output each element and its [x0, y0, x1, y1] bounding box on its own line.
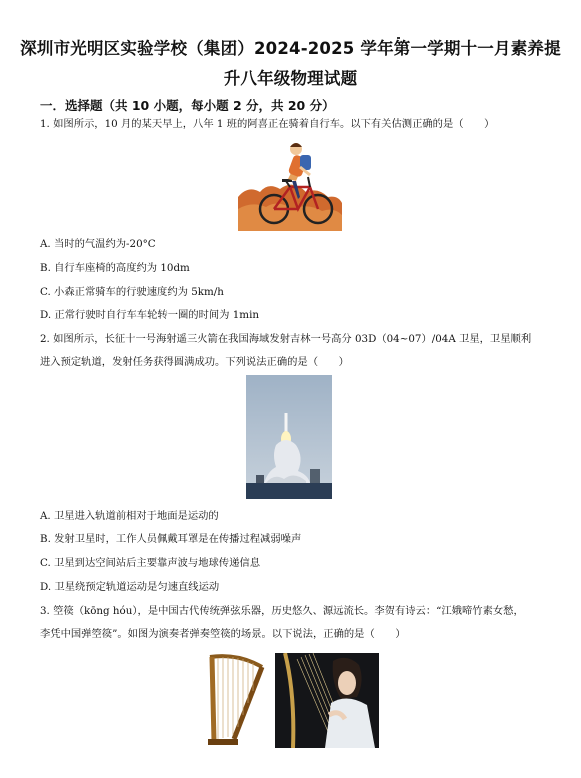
question-3-stem-line-1: 3. 箜篌（kōng hóu），是中国古代传统弹弦乐器，历史悠久、源远流长。李贺有诗云：“江娥啼竹素女愁，: [40, 605, 524, 617]
question-1-option-c: C. 小森正常骑车的行驶速度约为 5km/h: [40, 286, 224, 298]
rocket-launch-photo: [246, 375, 332, 499]
cyclist-illustration: [238, 137, 342, 231]
question-2-option-d: D. 卫星绕预定轨道运动是匀速直线运动: [40, 581, 220, 593]
harp-player-photo: [275, 653, 379, 748]
question-2-stem-line-1: 2. 如图所示，长征十一号海射遥三火箭在我国海域发射吉林一号高分 03D（04~07）/04A 卫星，卫星顺利: [40, 333, 532, 345]
question-2-option-b: B. 发射卫星时，工作人员佩戴耳罩是在传播过程减弱噪声: [40, 533, 302, 545]
question-3-stem-line-2: 李凭中国弹箜篌”。如图为演奏者弹奏箜篌的场景。以下说法，正确的是（ ）: [40, 628, 406, 640]
question-1-option-d: D. 正常行驶时自行车车轮转一圈的时间为 1min: [40, 309, 259, 321]
section-heading: 一．选择题（共 10 小题，每小题 2 分，共 20 分）: [40, 98, 335, 113]
question-1-stem: 1. 如图所示，10 月的某天早上，八年 1 班的阿喜正在骑着自行车。以下有关估测正确的是（ ）: [40, 118, 495, 130]
question-1-option-a: A. 当时的气温约为-20°C: [40, 238, 156, 250]
question-2-stem-line-2: 进入预定轨道，发射任务获得圆满成功。下列说法正确的是（ ）: [40, 356, 349, 368]
document-title-line-2: 升八年级物理试题: [223, 69, 358, 88]
harp-photo: [204, 653, 268, 748]
question-2-option-a: A. 卫星进入轨道前相对于地面是运动的: [40, 510, 219, 522]
stray-mark: [397, 37, 400, 39]
question-2-option-c: C. 卫星到达空间站后主要靠声波与地球传递信息: [40, 557, 260, 569]
question-1-option-b: B. 自行车座椅的高度约为 10dm: [40, 262, 190, 274]
document-title-line-1: 深圳市光明区实验学校（集团）2024-2025 学年第一学期十一月素养提: [20, 39, 561, 58]
